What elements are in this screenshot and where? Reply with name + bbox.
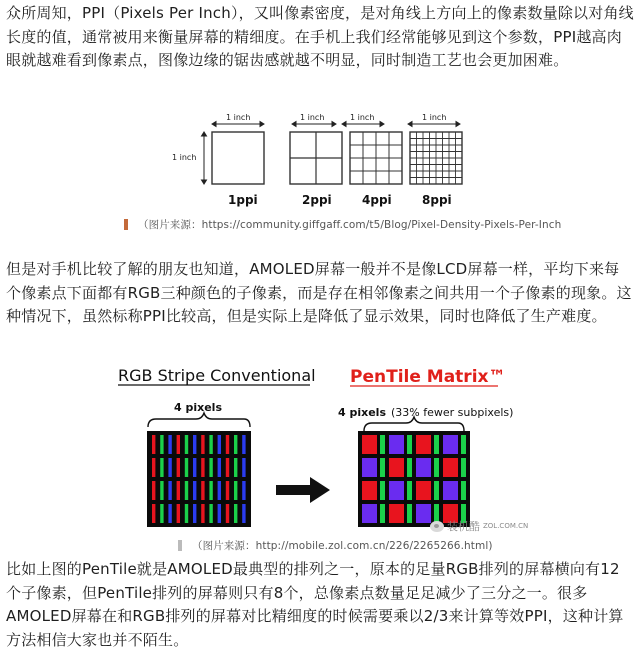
- rgb-subpixel: [226, 481, 229, 500]
- pentile-subpixel: [389, 504, 404, 523]
- label-2ppi: 2ppi: [302, 193, 332, 207]
- rgb-subpixel: [193, 481, 196, 500]
- rgb-subpixel: [193, 504, 196, 523]
- rgb-subpixel: [242, 504, 245, 523]
- rgb-subpixel: [152, 481, 155, 500]
- pentile-green-subpixel: [380, 458, 385, 477]
- rgb-subpixel: [185, 481, 188, 500]
- pentile-subpixel: [416, 481, 431, 500]
- pentile-green-subpixel: [434, 458, 439, 477]
- side-dim-label: 1 inch: [172, 153, 197, 162]
- rgb-subpixel: [185, 435, 188, 454]
- pentile-subpixel: [416, 458, 431, 477]
- ppi-diagram: [160, 100, 480, 212]
- pentile-subpixel: [362, 481, 377, 500]
- rgb-subpixel: [160, 504, 163, 523]
- rgb-subpixel: [160, 481, 163, 500]
- grid-2ppi: [290, 132, 342, 184]
- pentile-subtitle: [338, 406, 513, 419]
- rgb-subpixel: [226, 458, 229, 477]
- rgb-stripe-title: RGB Stripe Conventional: [118, 366, 316, 385]
- label-1ppi: 1ppi: [228, 193, 258, 207]
- rgb-subpixel: [201, 458, 204, 477]
- rgb-subpixel: [242, 458, 245, 477]
- pentile-green-subpixel: [434, 481, 439, 500]
- pentile-green-subpixel: [407, 458, 412, 477]
- rgb-subpixel: [234, 481, 237, 500]
- pentile-subpixel: [362, 435, 377, 454]
- rgb-subpixel: [209, 481, 212, 500]
- rgb-subpixel: [152, 504, 155, 523]
- caption-marker: [124, 219, 128, 230]
- pentile-green-subpixel: [461, 481, 466, 500]
- rgb-subpixel: [152, 435, 155, 454]
- grid-1ppi: [212, 132, 264, 184]
- pentile-subpixel: [416, 435, 431, 454]
- pentile-subpixel: [443, 481, 458, 500]
- rgb-subpixel: [160, 458, 163, 477]
- rgb-subpixel: [201, 504, 204, 523]
- watermark-text: 装机酷: [447, 520, 480, 533]
- label-8ppi: 8ppi: [422, 193, 452, 207]
- pentile-green-subpixel: [407, 481, 412, 500]
- top-dim-label-3: 1 inch: [350, 113, 375, 122]
- paragraph-ppi-intro: 众所周知，PPI（Pixels Per Inch），又叫像素密度，是对角线上方向上的像素数量除以对角线长度的值，通常被用来衡量屏幕的精细度。在手机上我们经常能够见到这个参数，PPI越高肉眼就越难看到像素点，图像边缘的锯齿感就越不明显，同时制造工艺也会更加困难。: [6, 4, 634, 69]
- pentile-subtitle-bold: 4 pixels: [338, 406, 387, 419]
- rgb-subpixel: [242, 435, 245, 454]
- rgb-subpixel: [177, 481, 180, 500]
- top-dim-label-4: 1 inch: [422, 113, 447, 122]
- weibo-icon: [430, 521, 444, 532]
- rgb-subpixel: [152, 458, 155, 477]
- rgb-subpixel: [193, 458, 196, 477]
- pentile-subpixel: [443, 458, 458, 477]
- subpixel-diagram: [110, 355, 530, 545]
- label-4ppi: 4ppi: [362, 193, 392, 207]
- figure1-caption-text[interactable]: （图片来源：https://community.giffgaff.com/t5/Blog/Pixel-Density-Pixels-Per-Inch: [138, 219, 562, 231]
- figure2-caption-text[interactable]: （图片来源：http://mobile.zol.com.cn/226/2265266.html): [192, 540, 493, 552]
- rgb-subpixel: [209, 458, 212, 477]
- rgb-subpixel: [234, 435, 237, 454]
- pentile-green-subpixel: [380, 435, 385, 454]
- pentile-subpixel: [362, 458, 377, 477]
- watermark: [430, 518, 528, 534]
- rgb-subpixel: [234, 504, 237, 523]
- rgb-subpixel: [193, 435, 196, 454]
- ppi-diagram-svg: [160, 100, 480, 212]
- pentile-subpixel: [389, 435, 404, 454]
- rgb-subpixel: [168, 481, 171, 500]
- rgb-stripe-subtitle: 4 pixels: [174, 401, 223, 414]
- rgb-subpixel: [242, 481, 245, 500]
- figure2-caption: [178, 538, 493, 553]
- top-dim-label-1: 1 inch: [226, 113, 251, 122]
- pentile-subtitle-light: (33% fewer subpixels): [391, 406, 514, 419]
- pentile-subpixel: [389, 458, 404, 477]
- rgb-subpixel: [160, 435, 163, 454]
- pentile-subpixel: [389, 481, 404, 500]
- rgb-subpixel: [226, 504, 229, 523]
- figure1-caption: [124, 217, 561, 232]
- pentile-subpixel: [362, 504, 377, 523]
- rgb-subpixel: [218, 504, 221, 523]
- rgb-subpixel: [168, 435, 171, 454]
- rgb-subpixel: [209, 504, 212, 523]
- pentile-green-subpixel: [434, 435, 439, 454]
- pentile-green-subpixel: [380, 481, 385, 500]
- pentile-green-subpixel: [407, 435, 412, 454]
- rgb-subpixel: [201, 435, 204, 454]
- grid-8ppi: [410, 132, 462, 184]
- rgb-subpixel: [168, 504, 171, 523]
- watermark-small-text: ZOL.COM.CN: [483, 522, 529, 530]
- pentile-subpixel: [443, 435, 458, 454]
- pentile-green-subpixel: [380, 504, 385, 523]
- rgb-subpixel: [209, 435, 212, 454]
- paragraph-amoled: 但是对手机比较了解的朋友也知道，AMOLED屏幕一般并不是像LCD屏幕一样，平均下来每个像素点下面都有RGB三种颜色的子像素，而是存在相邻像素之间共用一个子像素的现象。这种情况下，虽然标称PPI比较高，但是实际上是降低了显示效果，同时也降低了生产难度。: [6, 260, 632, 325]
- rgb-subpixel: [177, 435, 180, 454]
- pentile-green-subpixel: [461, 458, 466, 477]
- rgb-subpixel: [218, 458, 221, 477]
- top-dim-label-2: 1 inch: [300, 113, 325, 122]
- rgb-subpixel: [234, 458, 237, 477]
- pentile-subpixel: [416, 504, 431, 523]
- subpixel-diagram-svg: [110, 355, 530, 545]
- rgb-subpixel: [168, 458, 171, 477]
- arrow-icon: [276, 477, 330, 503]
- caption-marker-2: [178, 540, 182, 551]
- rgb-subpixel: [218, 481, 221, 500]
- rgb-subpixel: [226, 435, 229, 454]
- rgb-subpixel: [201, 481, 204, 500]
- paragraph-pentile: 比如上图的PenTile就是AMOLED最典型的排列之一，原本的足量RGB排列的屏幕横向有12个子像素，但PenTile排列的屏幕则只有8个，总像素点数量足足减少了三分之一。很多AMOLED屏幕在和RGB排列的屏幕对比精细度的时候需要乘以2/3来计算等效PPI，这种计算方法相信大家也并不陌生。: [6, 560, 624, 649]
- rgb-subpixel: [177, 458, 180, 477]
- rgb-subpixel: [185, 458, 188, 477]
- pentile-green-subpixel: [407, 504, 412, 523]
- rgb-subpixel: [177, 504, 180, 523]
- rgb-subpixel: [218, 435, 221, 454]
- pentile-title: PenTile Matrix™: [350, 367, 506, 387]
- grid-4ppi: [350, 132, 402, 184]
- pentile-green-subpixel: [461, 435, 466, 454]
- rgb-subpixel: [185, 504, 188, 523]
